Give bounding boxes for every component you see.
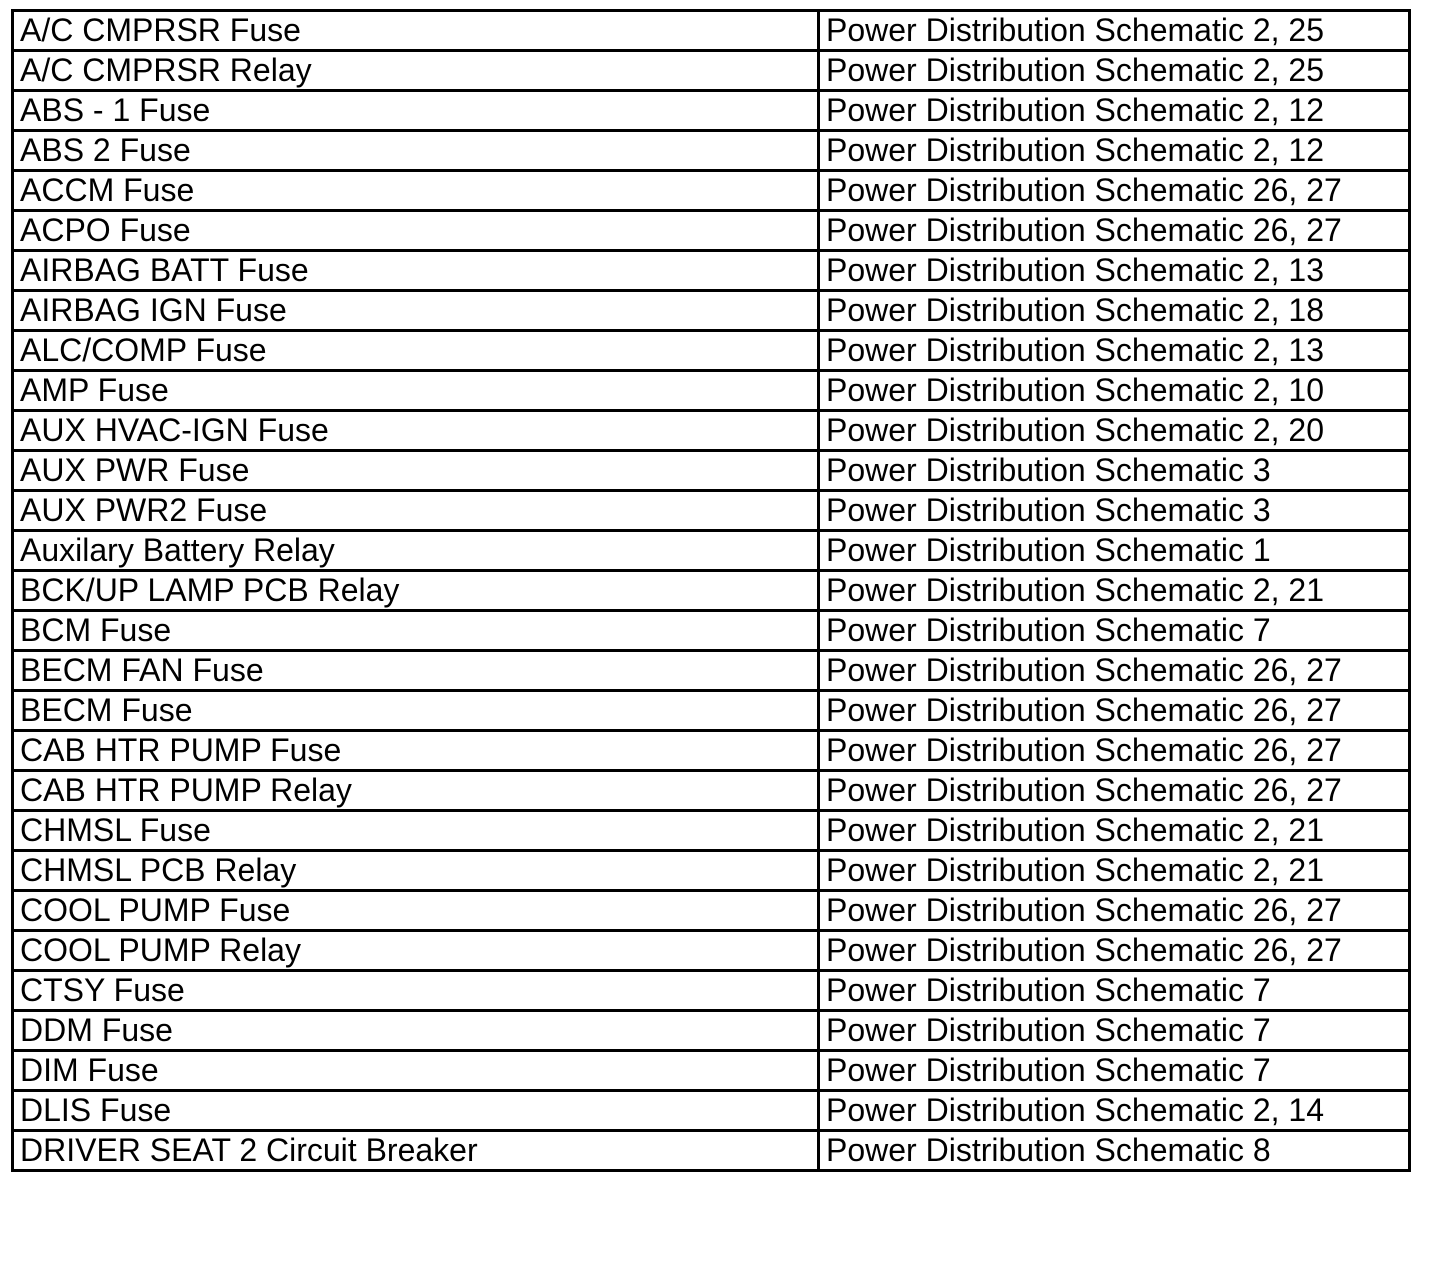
component-name-cell: CTSY Fuse [13, 971, 819, 1011]
component-name-cell: AMP Fuse [13, 371, 819, 411]
table-row [13, 611, 1410, 651]
schematic-reference-cell: Power Distribution Schematic 7 [819, 611, 1410, 651]
component-index-table [11, 9, 1411, 1172]
component-name-cell: AUX HVAC-IGN Fuse [13, 411, 819, 451]
component-name-cell: AUX PWR2 Fuse [13, 491, 819, 531]
schematic-reference-cell: Power Distribution Schematic 2, 25 [819, 11, 1410, 51]
component-name-cell: DLIS Fuse [13, 1091, 819, 1131]
component-name-cell: BCK/UP LAMP PCB Relay [13, 571, 819, 611]
table-row [13, 11, 1410, 51]
schematic-reference-cell: Power Distribution Schematic 7 [819, 971, 1410, 1011]
schematic-reference-cell: Power Distribution Schematic 2, 10 [819, 371, 1410, 411]
schematic-reference-cell: Power Distribution Schematic 7 [819, 1051, 1410, 1091]
table-row [13, 91, 1410, 131]
schematic-reference-cell: Power Distribution Schematic 2, 18 [819, 291, 1410, 331]
component-name-cell: COOL PUMP Relay [13, 931, 819, 971]
component-name-cell: CAB HTR PUMP Relay [13, 771, 819, 811]
schematic-reference-cell: Power Distribution Schematic 2, 25 [819, 51, 1410, 91]
component-name-cell: A/C CMPRSR Fuse [13, 11, 819, 51]
table-row [13, 451, 1410, 491]
schematic-reference-cell: Power Distribution Schematic 7 [819, 1011, 1410, 1051]
component-name-cell: AIRBAG IGN Fuse [13, 291, 819, 331]
component-name-cell: Auxilary Battery Relay [13, 531, 819, 571]
table-row [13, 851, 1410, 891]
table-row [13, 411, 1410, 451]
component-name-cell: BECM FAN Fuse [13, 651, 819, 691]
table-row [13, 931, 1410, 971]
table-row [13, 1011, 1410, 1051]
table-row [13, 1131, 1410, 1171]
component-name-cell: COOL PUMP Fuse [13, 891, 819, 931]
table-row [13, 771, 1410, 811]
table-row [13, 211, 1410, 251]
table-row [13, 171, 1410, 211]
table-row [13, 891, 1410, 931]
table-row [13, 731, 1410, 771]
component-name-cell: DIM Fuse [13, 1051, 819, 1091]
schematic-reference-cell: Power Distribution Schematic 2, 21 [819, 851, 1410, 891]
component-name-cell: A/C CMPRSR Relay [13, 51, 819, 91]
component-name-cell: AIRBAG BATT Fuse [13, 251, 819, 291]
component-name-cell: AUX PWR Fuse [13, 451, 819, 491]
table-row [13, 571, 1410, 611]
schematic-reference-cell: Power Distribution Schematic 2, 14 [819, 1091, 1410, 1131]
component-name-cell: CHMSL Fuse [13, 811, 819, 851]
component-name-cell: CAB HTR PUMP Fuse [13, 731, 819, 771]
component-name-cell: ACCM Fuse [13, 171, 819, 211]
table-row [13, 51, 1410, 91]
table-row [13, 491, 1410, 531]
schematic-reference-cell: Power Distribution Schematic 26, 27 [819, 931, 1410, 971]
schematic-reference-cell: Power Distribution Schematic 26, 27 [819, 691, 1410, 731]
table-row [13, 971, 1410, 1011]
schematic-reference-cell: Power Distribution Schematic 2, 13 [819, 251, 1410, 291]
schematic-reference-cell: Power Distribution Schematic 26, 27 [819, 731, 1410, 771]
table-row [13, 1051, 1410, 1091]
component-name-cell: BCM Fuse [13, 611, 819, 651]
component-name-cell: ALC/COMP Fuse [13, 331, 819, 371]
component-name-cell: BECM Fuse [13, 691, 819, 731]
component-name-cell: ABS - 1 Fuse [13, 91, 819, 131]
table-row [13, 331, 1410, 371]
schematic-reference-cell: Power Distribution Schematic 2, 21 [819, 571, 1410, 611]
component-name-cell: DRIVER SEAT 2 Circuit Breaker [13, 1131, 819, 1171]
table-row [13, 1091, 1410, 1131]
table-row [13, 371, 1410, 411]
schematic-reference-cell: Power Distribution Schematic 3 [819, 491, 1410, 531]
component-name-cell: ACPO Fuse [13, 211, 819, 251]
schematic-reference-cell: Power Distribution Schematic 26, 27 [819, 771, 1410, 811]
component-name-cell: CHMSL PCB Relay [13, 851, 819, 891]
schematic-reference-cell: Power Distribution Schematic 2, 12 [819, 131, 1410, 171]
table-row [13, 811, 1410, 851]
schematic-reference-cell: Power Distribution Schematic 26, 27 [819, 211, 1410, 251]
schematic-reference-cell: Power Distribution Schematic 26, 27 [819, 651, 1410, 691]
schematic-reference-cell: Power Distribution Schematic 2, 21 [819, 811, 1410, 851]
table-body [13, 11, 1410, 1171]
table-row [13, 651, 1410, 691]
schematic-reference-cell: Power Distribution Schematic 2, 20 [819, 411, 1410, 451]
schematic-reference-cell: Power Distribution Schematic 2, 13 [819, 331, 1410, 371]
table-row [13, 531, 1410, 571]
schematic-reference-cell: Power Distribution Schematic 8 [819, 1131, 1410, 1171]
table-row [13, 251, 1410, 291]
component-name-cell: DDM Fuse [13, 1011, 819, 1051]
schematic-reference-cell: Power Distribution Schematic 26, 27 [819, 891, 1410, 931]
component-name-cell: ABS 2 Fuse [13, 131, 819, 171]
table-row [13, 131, 1410, 171]
schematic-reference-cell: Power Distribution Schematic 3 [819, 451, 1410, 491]
schematic-reference-cell: Power Distribution Schematic 2, 12 [819, 91, 1410, 131]
table-row [13, 291, 1410, 331]
table-row [13, 691, 1410, 731]
schematic-reference-cell: Power Distribution Schematic 1 [819, 531, 1410, 571]
schematic-reference-cell: Power Distribution Schematic 26, 27 [819, 171, 1410, 211]
